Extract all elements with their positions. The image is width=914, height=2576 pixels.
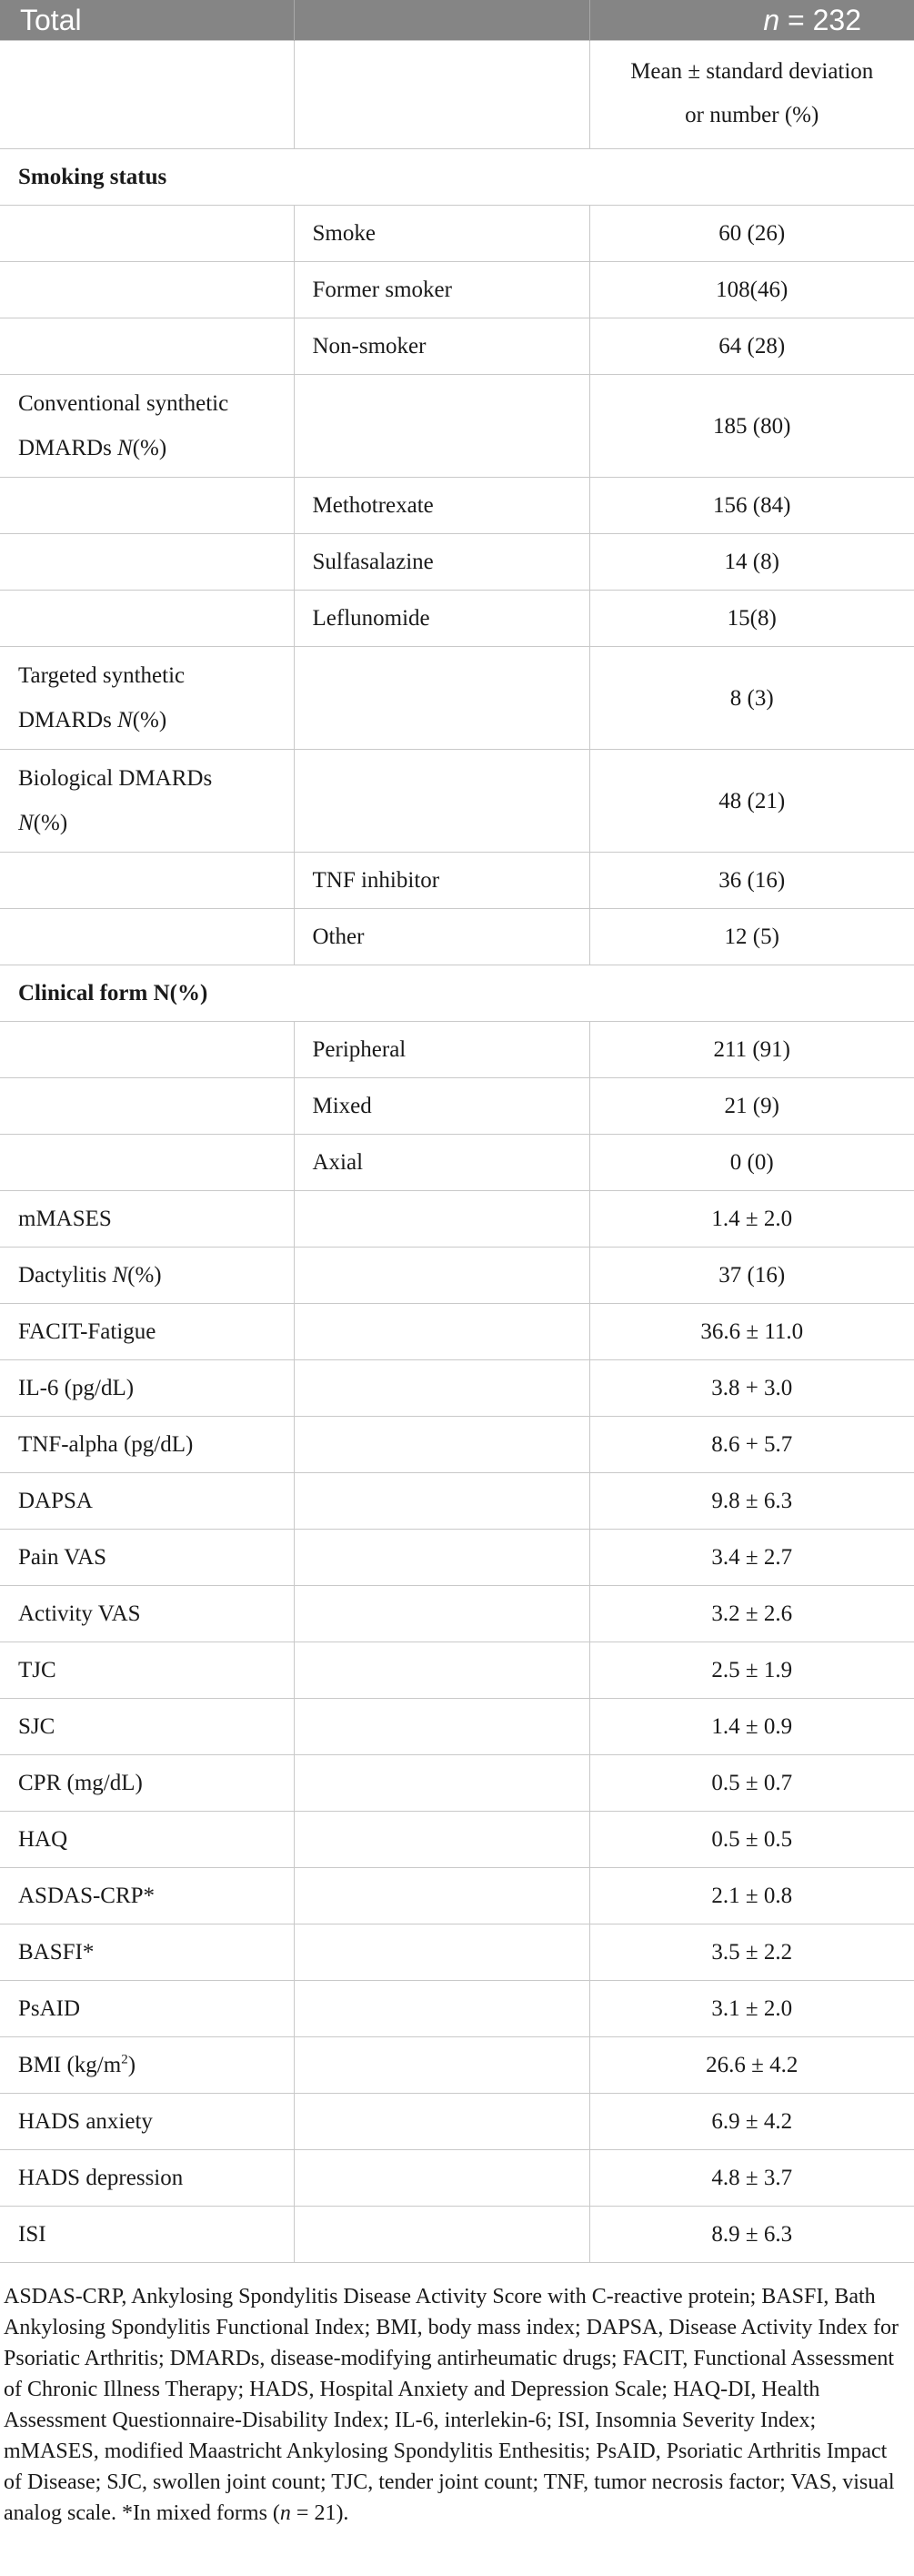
- table-row: [0, 1586, 914, 1642]
- row-value: 26.6 ± 4.2: [589, 2037, 914, 2094]
- table-row: [0, 1022, 914, 1078]
- row-label: Peripheral: [294, 1022, 589, 1078]
- column-description: [589, 41, 914, 149]
- table-row: [0, 1924, 914, 1981]
- row-label: BASFI*: [0, 1924, 294, 1981]
- row-value: 15(8): [589, 591, 914, 647]
- table-row: [0, 1812, 914, 1868]
- row-value: 185 (80): [589, 375, 914, 478]
- footnote-text: ASDAS-CRP, Ankylosing Spondylitis Disease Activity Score with C-reactive protein; BASFI, Bath Ankylosing Spondylitis Functional Index; BMI, body mass index; DAPSA, Disease Activity Index for Psoriatic Arthritis; DMARDs, disease-modifying antirheumatic drugs; FACIT, Functional Assessment of Chronic Illness Therapy; HADS, Hospital Anxiety and Depression Scale; HAQ-DI, Health Assessment Questionnaire-Disability Index; IL-6, interlekin-6; ISI, Insomnia Severity Index; mMASES, modified Maastricht Ankylosing Spondylitis Enthesitis; PsAID, Psoriatic Arthritis Impact of Disease; SJC, swollen joint count; TJC, tender joint count; TNF, tumor necrosis factor; VAS, visual analog scale. *In mixed forms (: [4, 2285, 899, 2525]
- row-label: HAQ: [0, 1812, 294, 1868]
- table-header-row: [0, 0, 914, 41]
- row-value: 0.5 ± 0.7: [589, 1755, 914, 1812]
- row-label: Other: [294, 909, 589, 965]
- table-row: [0, 534, 914, 591]
- row-value: 0 (0): [589, 1135, 914, 1191]
- row-label: CPR (mg/dL): [0, 1755, 294, 1812]
- row-value: 36 (16): [589, 853, 914, 909]
- table-row: [0, 1699, 914, 1755]
- table-row: [0, 478, 914, 534]
- section-title-clinical: Clinical form N(%): [0, 965, 914, 1022]
- table-row: [0, 1755, 914, 1812]
- row-label: IL-6 (pg/dL): [0, 1360, 294, 1417]
- row-value: 6.9 ± 4.2: [589, 2094, 914, 2150]
- row-value: 60 (26): [589, 206, 914, 262]
- row-value: 14 (8): [589, 534, 914, 591]
- row-value: 3.4 ± 2.7: [589, 1530, 914, 1586]
- table-row: [0, 1868, 914, 1924]
- row-label: TNF-alpha (pg/dL): [0, 1417, 294, 1473]
- table-row: [0, 262, 914, 318]
- table-row: [0, 1360, 914, 1417]
- footnote-text-end: = 21).: [290, 2501, 349, 2525]
- row-label: Activity VAS: [0, 1586, 294, 1642]
- column-description-line2: or number (%): [685, 103, 819, 127]
- row-label: Methotrexate: [294, 478, 589, 534]
- table-row: [0, 1191, 914, 1248]
- row-label-tsdmards: Targeted synthetic DMARDs N(%): [0, 647, 294, 750]
- row-label-bdmards: Biological DMARDs N(%): [0, 750, 294, 853]
- table-row: [0, 2150, 914, 2207]
- row-value: 8.6 + 5.7: [589, 1417, 914, 1473]
- table-row: [0, 2037, 914, 2094]
- footnote-n-variable: n: [279, 2501, 291, 2525]
- table-row: [0, 375, 914, 478]
- row-label: Non-smoker: [294, 318, 589, 375]
- row-label: Mixed: [294, 1078, 589, 1135]
- row-value: 4.8 ± 3.7: [589, 2150, 914, 2207]
- row-value: 9.8 ± 6.3: [589, 1473, 914, 1530]
- row-label: Former smoker: [294, 262, 589, 318]
- row-value: 2.1 ± 0.8: [589, 1868, 914, 1924]
- table-row: [0, 853, 914, 909]
- row-label: TNF inhibitor: [294, 853, 589, 909]
- row-label: Pain VAS: [0, 1530, 294, 1586]
- row-value: 36.6 ± 11.0: [589, 1304, 914, 1360]
- table-row: [0, 750, 914, 853]
- table-row: [0, 1642, 914, 1699]
- row-value: 64 (28): [589, 318, 914, 375]
- table-row: [0, 1248, 914, 1304]
- row-label: Leflunomide: [294, 591, 589, 647]
- row-value: 211 (91): [589, 1022, 914, 1078]
- row-label: Smoke: [294, 206, 589, 262]
- row-label: mMASES: [0, 1191, 294, 1248]
- row-label: FACIT-Fatigue: [0, 1304, 294, 1360]
- table-row: [0, 318, 914, 375]
- row-value: 1.4 ± 0.9: [589, 1699, 914, 1755]
- row-label: Axial: [294, 1135, 589, 1191]
- header-total: Total: [0, 0, 294, 41]
- table-row: [0, 591, 914, 647]
- table-row: [0, 1473, 914, 1530]
- row-value: 156 (84): [589, 478, 914, 534]
- row-label: Sulfasalazine: [294, 534, 589, 591]
- table-row: [0, 647, 914, 750]
- table-row: [0, 2094, 914, 2150]
- section-row: [0, 965, 914, 1022]
- row-label-csdmards: Conventional synthetic DMARDs N(%): [0, 375, 294, 478]
- row-label: HADS anxiety: [0, 2094, 294, 2150]
- table-footnote: [0, 2263, 914, 2529]
- table-row: [0, 1304, 914, 1360]
- row-label: HADS depression: [0, 2150, 294, 2207]
- row-value: 8 (3): [589, 647, 914, 750]
- row-label: ASDAS-CRP*: [0, 1868, 294, 1924]
- row-label-dactylitis: Dactylitis N(%): [0, 1248, 294, 1304]
- row-value: 48 (21): [589, 750, 914, 853]
- row-label: SJC: [0, 1699, 294, 1755]
- section-title-smoking: Smoking status: [0, 149, 914, 206]
- row-value: 8.9 ± 6.3: [589, 2207, 914, 2263]
- table-row: [0, 1530, 914, 1586]
- table-row: [0, 1135, 914, 1191]
- table-row: [0, 1078, 914, 1135]
- table-row: [0, 909, 914, 965]
- row-value: 3.1 ± 2.0: [589, 1981, 914, 2037]
- header-n-variable: n: [763, 3, 780, 36]
- row-value: 3.2 ± 2.6: [589, 1586, 914, 1642]
- section-row: [0, 149, 914, 206]
- table-row: [0, 1981, 914, 2037]
- row-value: 3.8 + 3.0: [589, 1360, 914, 1417]
- table-row: [0, 206, 914, 262]
- row-value: 108(46): [589, 262, 914, 318]
- row-value: 37 (16): [589, 1248, 914, 1304]
- row-label: DAPSA: [0, 1473, 294, 1530]
- row-value: 12 (5): [589, 909, 914, 965]
- table-row: [0, 1417, 914, 1473]
- table-subheader-row: [0, 41, 914, 149]
- header-sample-size: [589, 0, 914, 41]
- row-label: PsAID: [0, 1981, 294, 2037]
- header-empty: [294, 0, 589, 41]
- table-row: [0, 2207, 914, 2263]
- row-value: 2.5 ± 1.9: [589, 1642, 914, 1699]
- row-value: 3.5 ± 2.2: [589, 1924, 914, 1981]
- header-n-value: = 232: [779, 3, 861, 36]
- row-label: ISI: [0, 2207, 294, 2263]
- row-value: 1.4 ± 2.0: [589, 1191, 914, 1248]
- row-value: 0.5 ± 0.5: [589, 1812, 914, 1868]
- row-label-bmi: BMI $(kg/m^2)$: [0, 2037, 294, 2094]
- row-label: TJC: [0, 1642, 294, 1699]
- row-value: 21 (9): [589, 1078, 914, 1135]
- column-description-line1: Mean ± standard deviation: [630, 59, 874, 84]
